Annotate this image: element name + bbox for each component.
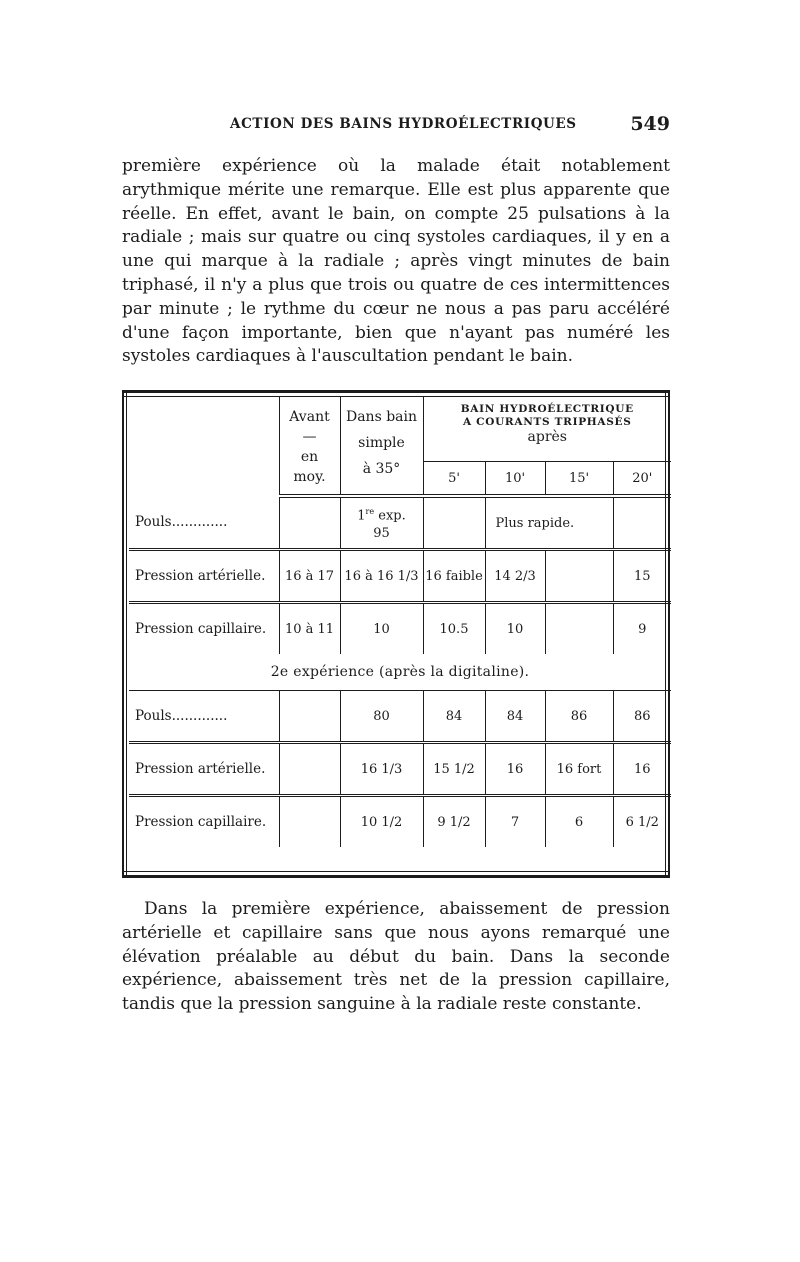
table-row: Pouls............. 80 84 84 86 86 [129, 691, 671, 743]
paragraph-intro: première expérience où la malade était notablement arythmique mérite une remarque. Elle est plus apparente que réelle. En effet, avant le bain, on compte 25 pulsations à la radiale ; mais sur quatre ou cinq systoles cardiaques, il y en a une qui marque à la radiale ; après vingt minutes de bain triphasé, il n'y a plus que trois ou quatre de ces intermittences par minute ; le rythme du cœur ne nous a pas paru accéléré d'une façon importante, bien que n'ayant pas numéré les systoles cardiaques à l'auscultation pendant le bain. [122, 156, 670, 367]
running-head [122, 113, 670, 140]
cell-bath-rapid: Plus rapide. [485, 496, 613, 550]
row-label: Pression artérielle. [129, 743, 279, 796]
header-blank-cell [129, 397, 279, 496]
header-time-10: 10' [485, 462, 545, 497]
header-time-20: 20' [613, 462, 671, 497]
row-label: Pression artérielle. [129, 550, 279, 603]
table-row: Pression artérielle. 16 1/3 15 1/2 16 16 fort 16 [129, 743, 671, 796]
row-label: Pression capillaire. [129, 603, 279, 655]
cell-dans: 1re exp. 95 [340, 496, 423, 550]
header-dans-bain: Dans bain simple à 35° [340, 397, 423, 496]
header-time-15: 15' [545, 462, 613, 497]
header-bath-group: BAIN HYDROÉLECTRIQUE A COURANTS TRIPHASÉS après [423, 397, 671, 462]
second-experience-title: 2e expérience (après la digitaline). [129, 654, 671, 691]
table-row: Pression artérielle. 16 à 17 16 à 16 1/3 16 faible 14 2/3 15 [129, 550, 671, 603]
page-number: 549 [630, 113, 670, 135]
table-row: Pression capillaire. 10 à 11 10 10.5 10 9 [129, 603, 671, 655]
header-time-5: 5' [423, 462, 485, 497]
row-label: Pouls............. [129, 496, 279, 550]
row-label: Pouls............. [129, 691, 279, 743]
header-avant: Avant — en moy. [279, 397, 340, 496]
row-label: Pression capillaire. [129, 796, 279, 848]
table-row [129, 654, 671, 691]
results-table [122, 390, 670, 878]
running-head-title: ACTION DES BAINS HYDROÉLECTRIQUES [230, 116, 577, 132]
paragraph-conclusion: Dans la première expérience, abaissement de pression artérielle et capillaire sans que nous ayons remarqué une élévation préalable au début du bain. Dans la seconde expérience, abaissement très net de la pression capillaire, tandis que la pression sanguine à la radiale reste constante. [122, 899, 670, 1015]
table-row: Pression capillaire. 10 1/2 9 1/2 7 6 6 1/2 [129, 796, 671, 848]
table-row [129, 496, 671, 550]
